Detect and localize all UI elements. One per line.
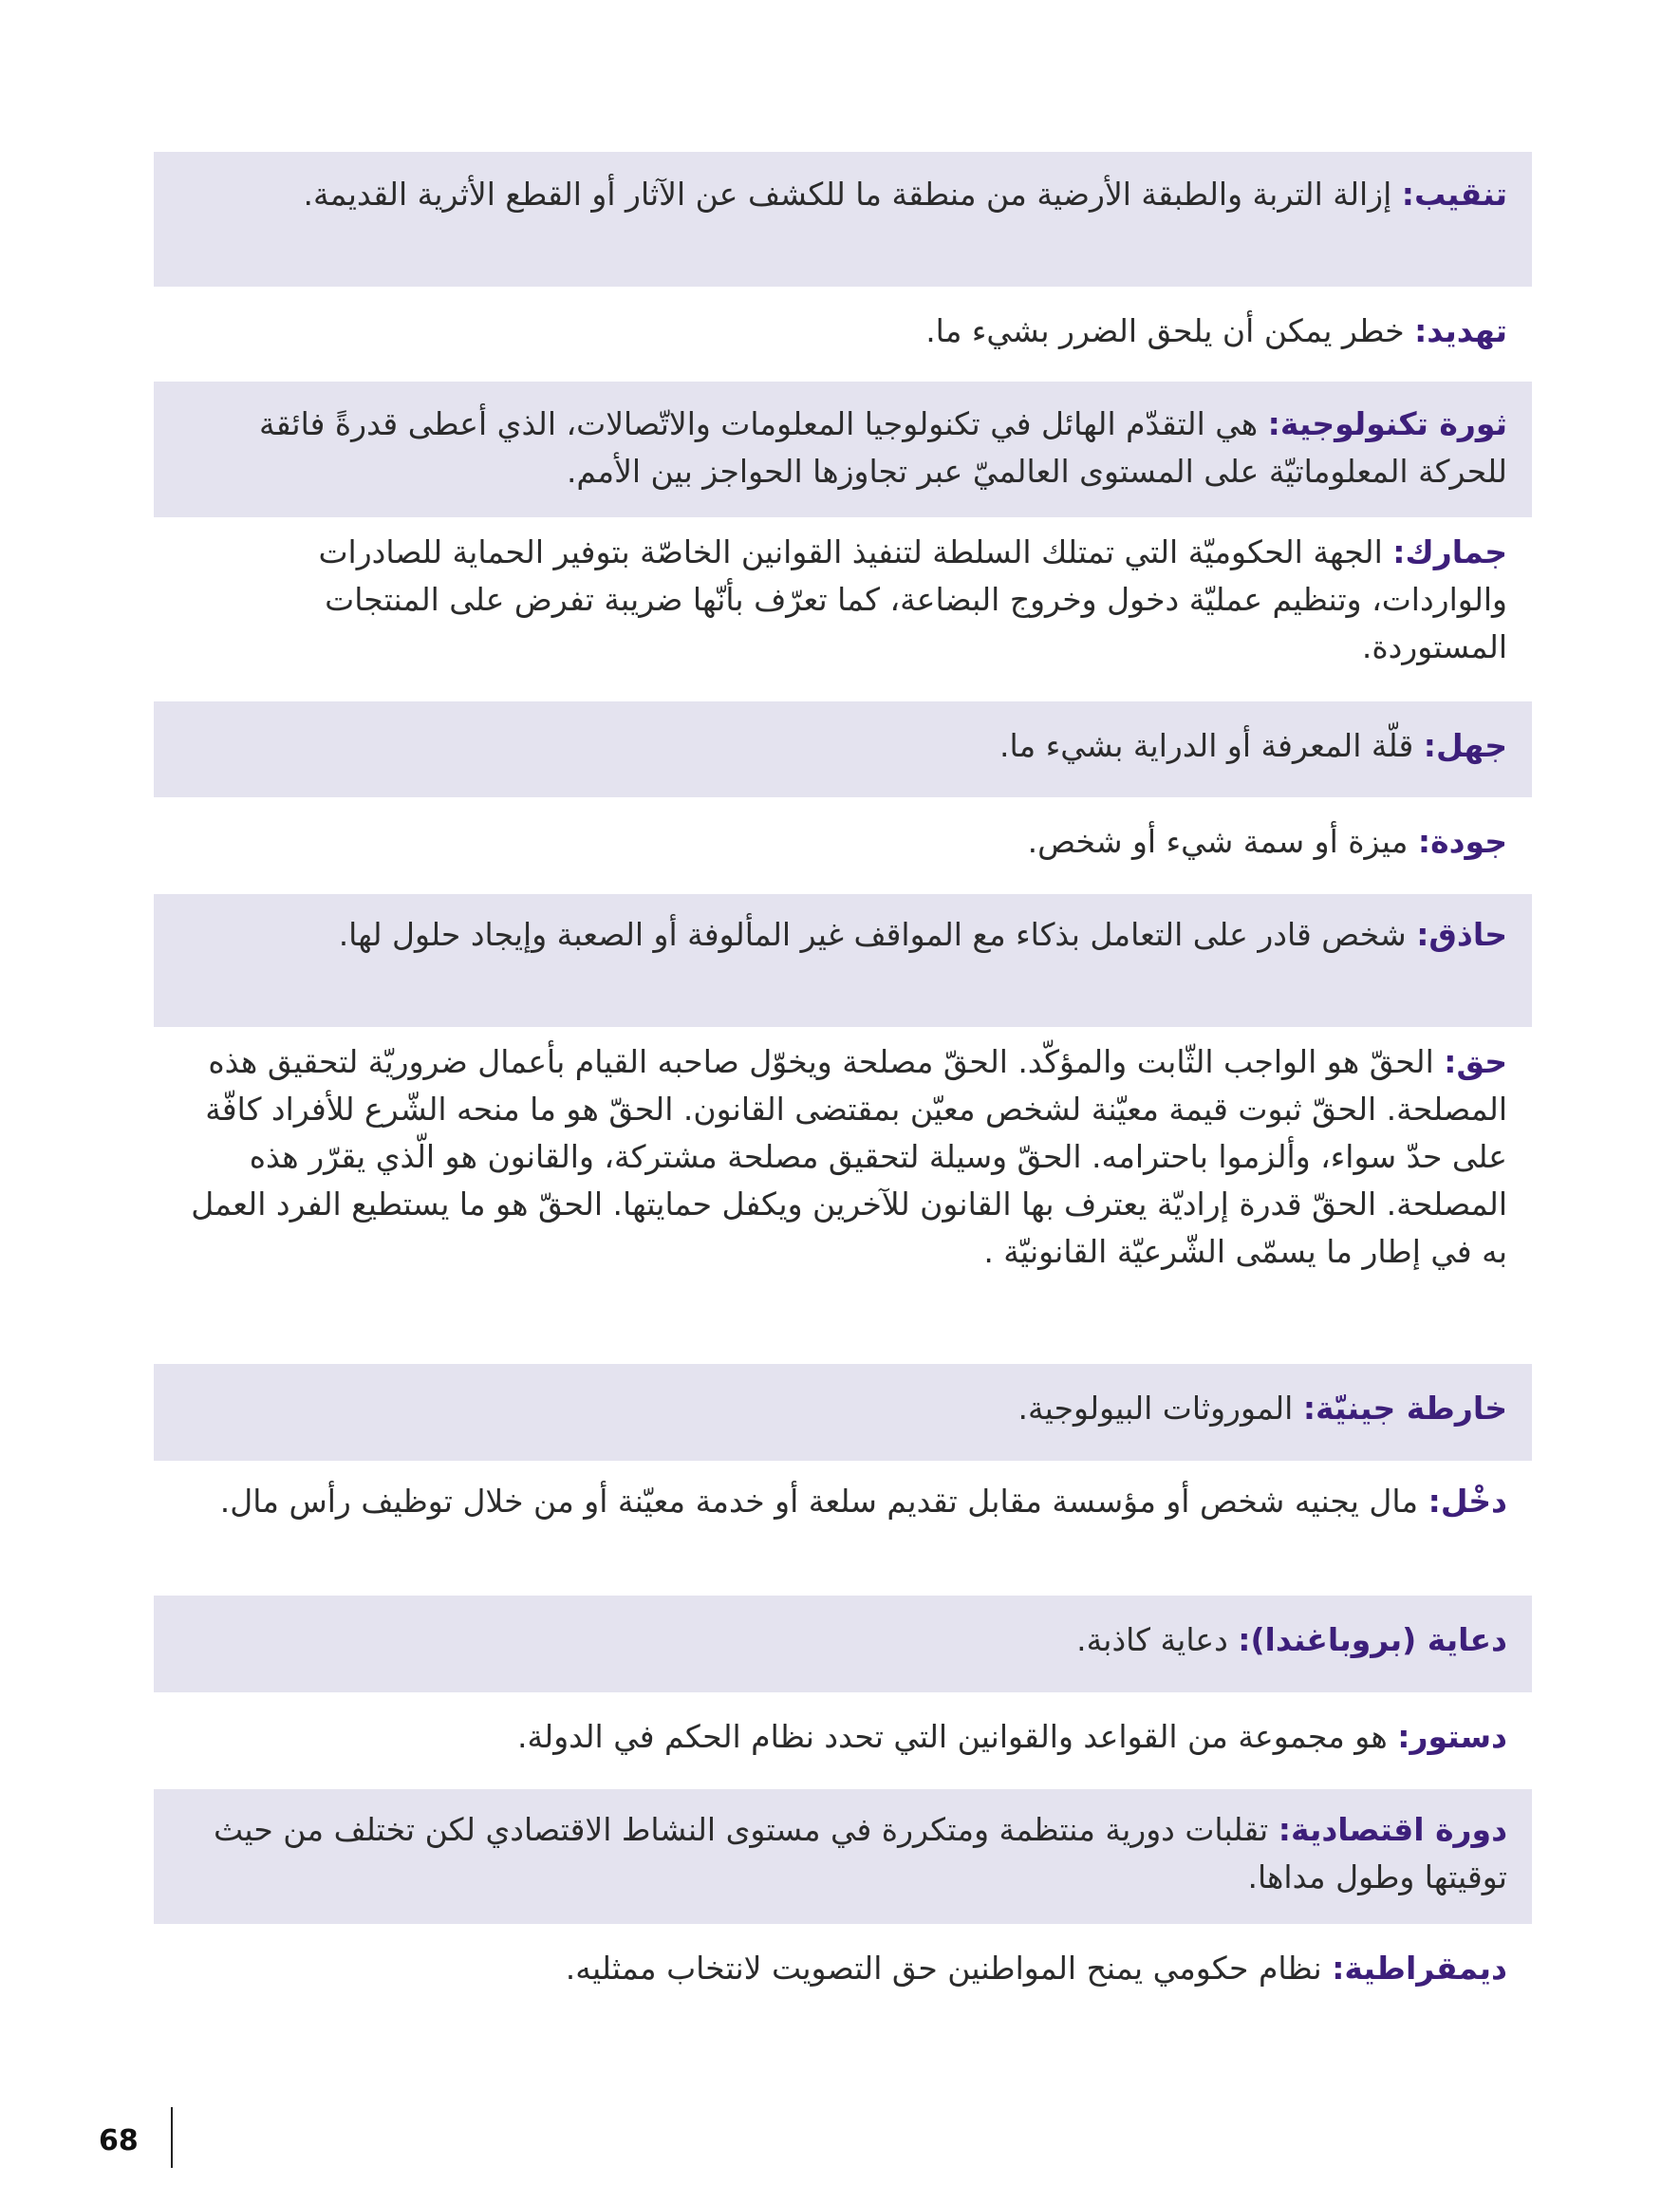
glossary-term: جهل: bbox=[1423, 727, 1507, 764]
glossary-term: حاذق: bbox=[1416, 916, 1507, 953]
glossary-term: حق: bbox=[1444, 1043, 1507, 1080]
glossary-entry bbox=[154, 1027, 1532, 1364]
glossary-term: دورة اقتصادية: bbox=[1278, 1811, 1507, 1848]
glossary-entry bbox=[154, 517, 1532, 701]
glossary-entry bbox=[154, 1596, 1532, 1692]
glossary-term: تهديد: bbox=[1414, 312, 1507, 349]
glossary-definition: قلّة المعرفة أو الدراية بشيء ما. bbox=[999, 727, 1414, 764]
glossary-definition: إزالة التربة والطبقة الأرضية من منطقة ما للكشف عن الآثار أو القطع الأثرية القديمة. bbox=[303, 176, 1392, 213]
glossary-definition: مال يجنيه شخص أو مؤسسة مقابل تقديم سلعة أو خدمة معيّنة أو من خلال توظيف رأس مال. bbox=[219, 1483, 1419, 1520]
glossary-entry bbox=[154, 1924, 1532, 2019]
glossary-entry bbox=[154, 894, 1532, 1027]
glossary-entry bbox=[154, 797, 1532, 894]
glossary-term: خارطة جينيّة: bbox=[1302, 1390, 1507, 1427]
glossary-definition: تقلبات دورية منتظمة ومتكررة في مستوى النشاط الاقتصادي لكن تختلف من حيث توقيتها وطول مداها. bbox=[214, 1811, 1507, 1895]
glossary-definition: دعاية كاذبة. bbox=[1076, 1621, 1228, 1658]
glossary-term: دخْل: bbox=[1428, 1483, 1507, 1520]
glossary-entry bbox=[154, 152, 1532, 287]
glossary-entry bbox=[154, 1461, 1532, 1596]
glossary-term: جمارك: bbox=[1392, 533, 1507, 570]
glossary-entry bbox=[154, 1789, 1532, 1924]
glossary-definition: هي التقدّم الهائل في تكنولوجيا المعلومات والاتّصالات، الذي أعطى قدرةً فائقة للحركة المعلوماتيّة على المستوى العالميّ عبر تجاوزها الحواجز بين الأمم. bbox=[259, 405, 1507, 490]
page-number: 68 bbox=[99, 2124, 139, 2157]
glossary-entry bbox=[154, 701, 1532, 797]
glossary-definition: شخص قادر على التعامل بذكاء مع المواقف غير المألوفة أو الصعبة وإيجاد حلول لها. bbox=[338, 916, 1407, 953]
glossary-list bbox=[154, 152, 1532, 2019]
glossary-entry bbox=[154, 382, 1532, 517]
glossary-term: تنقيب: bbox=[1401, 176, 1507, 213]
glossary-term: دستور: bbox=[1397, 1718, 1507, 1755]
glossary-definition: الجهة الحكوميّة التي تمتلك السلطة لتنفيذ القوانين الخاصّة بتوفير الحماية للصادرات والواردات، وتنظيم عمليّة دخول وخروج البضاعة، كما تعرّف بأنّها ضريبة تفرض على المنتجات المستوردة. bbox=[318, 533, 1507, 665]
glossary-term: دعاية (بروباغندا): bbox=[1238, 1621, 1507, 1658]
glossary-definition: نظام حكومي يمنح المواطنين حق التصويت لانتخاب ممثليه. bbox=[565, 1950, 1322, 1987]
glossary-definition: الموروثات البيولوجية. bbox=[1017, 1390, 1294, 1427]
glossary-term: ديمقراطية: bbox=[1332, 1950, 1507, 1987]
glossary-definition: خطر يمكن أن يلحق الضرر بشيء ما. bbox=[925, 312, 1405, 349]
glossary-entry bbox=[154, 287, 1532, 382]
glossary-term: جودة: bbox=[1417, 823, 1507, 860]
glossary-definition: ميزة أو سمة شيء أو شخص. bbox=[1027, 823, 1409, 860]
glossary-definition: الحقّ هو الواجب الثّابت والمؤكّد. الحقّ مصلحة ويخوّل صاحبه القيام بأعمال ضروريّة لتحقيق هذه المصلحة. الحقّ ثبوت قيمة معيّنة لشخص معيّن بمقتضى القانون. الحقّ هو ما منحه الشّرع للأفراد كافّة على حدّ سواء، وألزموا باحترامه. الحقّ وسيلة لتحقيق مصلحة مشتركة، والقانون هو الّذي يقرّر هذه المصلحة. الحقّ قدرة إراديّة يعترف بها القانون للآخرين ويكفل حمايتها. الحقّ هو ما يستطيع الفرد العمل به في إطار ما يسمّى الشّرعيّة القانونيّة . bbox=[191, 1043, 1507, 1270]
glossary-definition: هو مجموعة من القواعد والقوانين التي تحدد نظام الحكم في الدولة. bbox=[517, 1718, 1388, 1755]
glossary-term: ثورة تكنولوجية: bbox=[1267, 405, 1507, 442]
page-number-divider bbox=[171, 2107, 173, 2168]
glossary-entry bbox=[154, 1692, 1532, 1789]
glossary-entry bbox=[154, 1364, 1532, 1461]
